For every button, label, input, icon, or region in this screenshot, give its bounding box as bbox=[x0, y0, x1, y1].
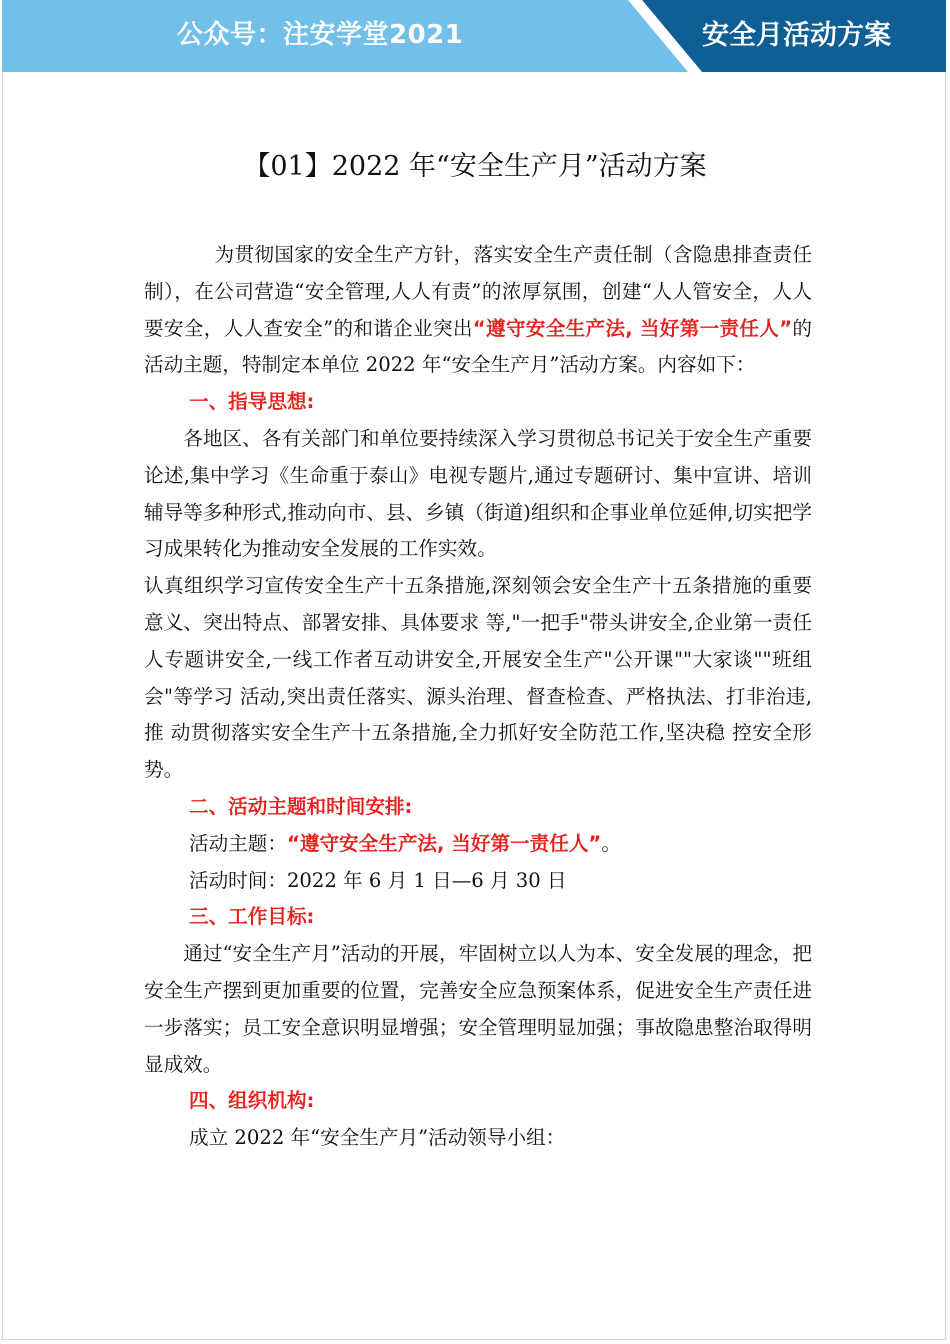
section-1-paragraph-2: 认真组织学习宣传安全生产十五条措施,深刻领会安全生产十五条措施的重要意义、突出特点、部署安排、具体要求 等,"一把手"带头讲安全,企业第一责任人专题讲安全,一线工作者互动讲安全,开展安全生产"公开课""大家谈""班组会"等学习 活动,突出责任落实、源头治理、督查检查、严格执法、打非治违,推 动贯彻落实安全生产十五条措施,全力抓好安全防范工作,坚决稳 控安全形势。 bbox=[144, 574, 812, 782]
intro-text-after: 的活动主题，特制定本单位 2022 年“安全生产月”活动方案。内容如下： bbox=[144, 316, 812, 377]
activity-theme-line bbox=[144, 826, 812, 863]
activity-theme-end: 。 bbox=[601, 831, 621, 855]
section-3-paragraph: 通过“安全生产月”活动的开展，牢固树立以人为本、安全发展的理念，把安全生产摆到更加重要的位置，完善安全应急预案体系，促进安全生产责任进一步落实；员工安全意识明显增强；安全管理明显加强；事故隐患整治取得明显成效。 bbox=[144, 942, 812, 1076]
document-title: 【01】2022 年“安全生产月”活动方案 bbox=[243, 151, 707, 182]
section-4-heading: 四、组织机构: bbox=[189, 1089, 315, 1113]
intro-paragraph bbox=[144, 237, 812, 384]
header-doc-category: 安全月活动方案 bbox=[702, 20, 891, 51]
activity-theme-label: 活动主题： bbox=[189, 831, 287, 855]
activity-theme-value: “遵守安全生产法, 当好第一责任人” bbox=[286, 831, 602, 855]
section-1-heading: 一、指导思想: bbox=[189, 390, 315, 414]
header-banner bbox=[2, 0, 946, 72]
intro-highlight: “遵守安全生产法, 当好第一责任人” bbox=[472, 316, 793, 340]
intro-text-before: 为贯彻国家的安全生产方针，落实安全生产责任制（含隐患排查责任制），在公司营造“安全管理,人人有责”的浓厚氛围，创建“人人管安全，人人要安全，人人查安全”的和谐企业突出 bbox=[144, 243, 812, 340]
section-3-heading: 三、工作目标: bbox=[189, 905, 315, 929]
activity-time-line: 活动时间：2022 年 6 月 1 日—6 月 30 日 bbox=[189, 868, 567, 892]
section-1-paragraph-1: 各地区、各有关部门和单位要持续深入学习贯彻总书记关于安全生产重要论述,集中学习《生命重于泰山》电视专题片,通过专题研讨、集中宣讲、培训辅导等多种形式,推动向市、县、乡镇（街道)组织和企事业单位延伸,切实把学习成果转化为推动安全发展的工作实效。 bbox=[144, 426, 812, 561]
header-account-name: 公众号：注安学堂2021 bbox=[177, 20, 464, 50]
section-4-paragraph: 成立 2022 年“安全生产月”活动领导小组： bbox=[189, 1126, 566, 1150]
document-body bbox=[144, 237, 812, 1157]
section-2-heading: 二、活动主题和时间安排: bbox=[189, 794, 413, 818]
